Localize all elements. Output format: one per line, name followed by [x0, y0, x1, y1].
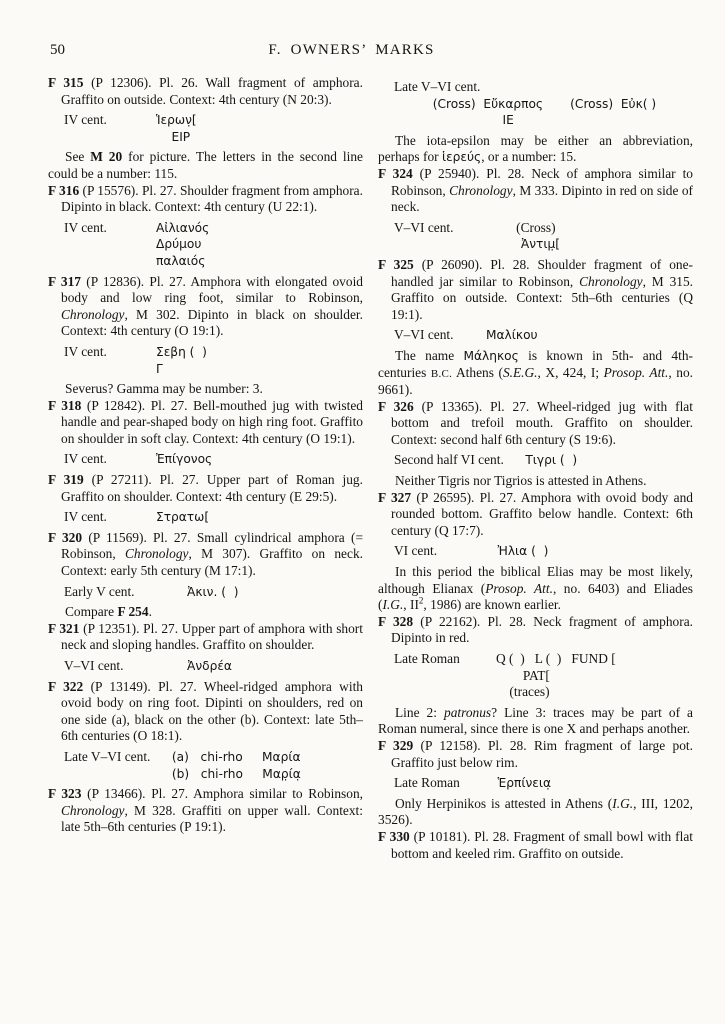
inscription-text — [156, 344, 207, 377]
text-segment: , M 328. Graffiti on upper wall. Context: late 5th–6th centuries (P 19:1). — [61, 802, 363, 835]
inscription-line: Στρατω[ — [156, 510, 210, 525]
text-segment: (P 27211). Pl. 27. Upper part of Roman jug. Graffito on shoulder. Context: 4th century (E 29:5). — [61, 472, 363, 504]
entry-heading — [378, 829, 693, 862]
inscription-line: (b) chi-rho Μαρ̣ία̣ — [156, 766, 301, 781]
column-right — [378, 75, 693, 862]
text-segment: Prosop. Att. — [485, 580, 553, 596]
inscription-line: Ἠλια ( ) — [486, 544, 549, 559]
inscription-line: Ἀντιμ̣[ — [486, 237, 560, 252]
column-left — [48, 75, 363, 862]
inscription — [394, 452, 693, 469]
entry-id: F 325 — [378, 256, 414, 272]
inscription-line: (traces) — [486, 684, 550, 700]
text-segment: , X, 424, I; — [537, 364, 604, 380]
inscription-text — [156, 749, 300, 782]
entry-heading — [48, 786, 363, 836]
inscription-date-label: VI cent. — [394, 543, 438, 559]
inscription — [64, 658, 363, 675]
text-segment: , II — [403, 597, 419, 613]
text-segment: I.G. — [612, 795, 634, 811]
entry-id: F 319 — [48, 472, 84, 488]
entry-id: F 322 — [48, 678, 84, 694]
text-segment: , or a number: 15. — [481, 149, 577, 165]
commentary-note — [48, 149, 363, 182]
commentary-note — [378, 133, 693, 166]
inscription-line: Ἀνδρέα — [156, 659, 232, 673]
commentary-note — [378, 705, 693, 738]
inscription-text — [156, 509, 209, 526]
text-segment: (P 12836). Pl. 27. Amphora with elongated ovoid body and low ring foot, similar to Robinson, — [61, 273, 363, 306]
inscription-line: Μαλίκου — [486, 328, 538, 343]
text-segment: ? Line 3: traces may be part of a Roman numeral, since there is one X and perhaps another. — [378, 704, 693, 737]
inscription — [394, 775, 693, 792]
inscription-line: ΕΙΡ — [156, 129, 191, 144]
commentary-note — [378, 796, 693, 829]
text-segment: (P 25940). Pl. 28. Neck of amphora similar to Robinson, — [391, 165, 693, 198]
text-segment: (P 15576). Pl. 27. Shoulder fragment from amphora. Dipinto in black. Context: 4th century (U 22:1). — [61, 182, 363, 215]
entry-heading — [48, 183, 363, 216]
inscription — [64, 584, 363, 601]
text-segment: (P 12306). Pl. 26. Wall fragment of amphora. Graffito on outside. Context: 4th century (N 20:3). — [61, 75, 363, 107]
inscription — [394, 651, 693, 701]
inscription-date-label: IV cent. — [64, 219, 107, 235]
text-segment: , III, 1202, 3526). — [378, 795, 693, 828]
text-segment: Line 2: — [395, 704, 444, 720]
commentary-note — [48, 604, 363, 621]
inscription-text — [486, 327, 538, 344]
two-column-text — [48, 75, 695, 862]
entry-id: F 318 — [48, 397, 82, 413]
commentary-note — [378, 564, 693, 614]
inscription-text — [156, 451, 212, 468]
text-segment: S.E.G. — [502, 364, 538, 380]
text-segment: (P 12158). Pl. 28. Rim fragment of large pot. Graffito just below rim. — [391, 737, 693, 770]
inscription-text — [486, 543, 548, 560]
entry-id: F 324 — [378, 165, 413, 181]
inscription-continuation — [394, 79, 693, 129]
inscription-line: (Cross) — [486, 219, 556, 235]
text-segment: Only Herpinikos is attested in Athens ( — [395, 795, 613, 811]
inscription-date-label: Second half VI cent. — [394, 452, 504, 468]
inscription-text — [156, 658, 232, 675]
inscription-line: Ἑρπίνεια̣ — [486, 776, 552, 791]
inscription-date-label: V–VI cent. — [394, 219, 454, 235]
text-segment: (P 13149). Pl. 27. Wheel-ridged amphora with ovoid body on ring foot. Dipinti on shoulders, red on one side (a), black on the other (b). Context: late 5th–6th centuries (O 18:1). — [61, 678, 363, 744]
text-segment: is known in 5th- and 4th-centuries — [378, 347, 694, 380]
entry-heading — [48, 530, 363, 580]
entry-id: F 329 — [378, 737, 414, 753]
text-segment: (P 13365). Pl. 27. Wheel-ridged jug with flat bottom and trefoil mouth. Graffito on shoulder. Context: second half 6th century (S 19:6). — [391, 398, 693, 447]
inscription — [64, 112, 363, 145]
inscription — [64, 220, 363, 270]
inscription — [394, 543, 693, 560]
text-segment: The name — [395, 347, 464, 363]
inscription-line: Γ — [156, 361, 163, 376]
text-segment: Μάληκος — [463, 348, 519, 363]
entry-heading — [48, 621, 363, 654]
entry-id: F 317 — [48, 273, 81, 289]
inscription-date-label: IV cent. — [64, 112, 107, 128]
commentary-note — [378, 348, 693, 399]
inscription-text — [486, 220, 560, 253]
text-segment: Chronology — [449, 182, 513, 198]
text-segment: patronus — [444, 704, 492, 720]
inscription-line: Ἱερων̣[ — [156, 113, 197, 128]
inscription-date-label: V–VI cent. — [394, 327, 454, 343]
text-segment: Compare — [65, 604, 118, 620]
text-segment: Neither Tigris nor Tigrios is attested in Athens. — [395, 473, 647, 489]
text-segment: , M 315. Graffito on outside. Context: 5th–6th centuries (Q 19:1). — [391, 273, 693, 322]
text-segment: (P 12351). Pl. 27. Upper part of amphora with short neck and sloping handles. Graffito on shoulder. — [61, 620, 363, 653]
entry-id: F 328 — [378, 613, 414, 629]
inscription-date-label: IV cent. — [64, 343, 107, 359]
inscription — [64, 749, 363, 782]
text-segment: (P 26090). Pl. 28. Shoulder fragment of one-handled jar similar to Robinson, — [391, 256, 693, 289]
entry-id: F 330 — [378, 828, 410, 844]
entry-heading — [48, 679, 363, 745]
text-segment: B.C. — [430, 367, 453, 380]
inscription-line: PAT[ — [486, 667, 550, 683]
entry-heading — [378, 257, 693, 323]
inscription — [394, 327, 693, 344]
inscription-date-label: IV cent. — [64, 451, 107, 467]
text-segment: Chronology — [579, 273, 643, 289]
inscription-line: (Cross) Εὔκαρπος (Cross) Εὐκ( ) — [394, 96, 657, 111]
text-segment: (P 12842). Pl. 27. Bell-mouthed jug with twisted handle and pear-shaped body on high ring foot. Graffito on shoulder in soft clay. Context: 4th century (O 19:1). — [61, 397, 363, 446]
inscription-line: Σεβη ( ) — [156, 344, 207, 359]
inscription-line: Q ( ) L ( ) FUND [ — [486, 651, 616, 666]
text-segment: , M 333. Dipinto in red on side of neck. — [391, 182, 693, 215]
text-segment: 2 — [418, 595, 424, 606]
entry-heading — [48, 274, 363, 340]
text-segment: ἱερεύς — [441, 150, 482, 165]
text-segment: F 254 — [117, 604, 149, 620]
inscription-line: παλαιός — [156, 253, 206, 268]
text-segment: M 20 — [90, 149, 123, 165]
text-segment: Chronology — [61, 802, 125, 818]
inscription-text — [156, 112, 197, 145]
inscription-line: ΙΕ — [394, 113, 514, 128]
text-segment: The iota-epsilon may be either an abbreviation, perhaps for — [378, 132, 693, 165]
inscription-date-label: Late V–VI cent. — [64, 748, 151, 764]
text-segment: Chronology — [124, 546, 189, 562]
page-header-title: F. OWNERS’ MARKS — [268, 42, 435, 58]
inscription — [64, 451, 363, 468]
inscription-line: Ἀκιν. ( ) — [156, 584, 239, 599]
text-segment: , M 307). Graffito on neck. Context: early 5th century (M 17:1). — [61, 546, 363, 579]
text-segment: See — [65, 149, 91, 165]
inscription-date-label: Early V cent. — [64, 583, 135, 599]
text-segment: In this period the biblical Elias may be most likely, although Elianax ( — [378, 564, 693, 596]
inscription-text — [486, 651, 616, 701]
text-segment: I.G. — [382, 597, 404, 613]
inscription-line: (a) chi-rho Μαρία — [156, 749, 301, 764]
inscription-line: Αἰλιανός — [156, 220, 210, 235]
text-segment: (P 10181). Pl. 28. Fragment of small bowl with flat bottom and keeled rim. Graffito on outside. — [391, 828, 693, 861]
text-segment: (P 11569). Pl. 27. Small cylindrical amphora (= Robinson, — [61, 529, 364, 562]
inscription-date-label: V–VI cent. — [64, 658, 124, 673]
entry-heading — [378, 490, 693, 540]
entry-id: F 315 — [48, 75, 84, 90]
inscription-line: Late V–VI cent. — [394, 79, 481, 94]
inscription-line: Ἐπίγονος — [156, 452, 213, 467]
entry-id: F 321 — [48, 620, 80, 636]
inscription-text — [510, 452, 577, 469]
entry-heading — [48, 75, 363, 108]
inscription-text — [486, 775, 551, 792]
text-segment: (P 26595). Pl. 27. Amphora with ovoid body and rounded bottom. Graffito below handle. Context: 6th century (Q 17:7). — [391, 489, 693, 538]
commentary-note — [378, 473, 693, 490]
entry-heading — [378, 614, 693, 647]
entry-heading — [378, 738, 693, 771]
entry-id: F 316 — [48, 182, 80, 198]
inscription — [64, 344, 363, 377]
inscription-date-label: Late Roman — [394, 775, 460, 791]
text-segment: Chronology — [61, 306, 125, 322]
inscription-date-label: Late Roman — [394, 651, 460, 666]
page-number: 50 — [50, 42, 65, 58]
text-segment: . — [148, 604, 152, 620]
inscription-text — [156, 220, 209, 270]
text-segment: (P 13466). Pl. 27. Amphora similar to Robinson, — [87, 786, 363, 802]
commentary-note — [48, 381, 363, 398]
entry-id: F 327 — [378, 489, 412, 505]
text-segment: Athens ( — [452, 364, 503, 380]
text-segment: , no. 9661). — [378, 364, 693, 398]
inscription-text — [156, 584, 238, 601]
inscription-line: Τιγρι ( ) — [509, 453, 578, 468]
inscription-date-label: IV cent. — [64, 509, 107, 525]
inscription-line: Δρύμου — [156, 237, 202, 252]
entry-heading — [48, 398, 363, 448]
entry-id: F 320 — [48, 529, 83, 545]
entry-heading — [48, 472, 363, 505]
text-segment: , no. 6403) and Eliades ( — [378, 580, 693, 613]
inscription — [394, 220, 693, 253]
inscription — [64, 509, 363, 526]
text-segment: Severus? Gamma may be number: 3. — [65, 381, 263, 397]
text-segment: (P 22162). Pl. 28. Neck fragment of amphora. Dipinto in red. — [391, 613, 693, 646]
entry-id: F 323 — [48, 786, 82, 802]
text-segment: , 1986) are known earlier. — [423, 597, 561, 613]
entry-heading — [378, 399, 693, 449]
entry-heading — [378, 166, 693, 216]
text-segment: for picture. The letters in the second line could be a number: 115. — [48, 149, 363, 181]
entry-id: F 326 — [378, 398, 414, 414]
page-header — [48, 42, 695, 62]
text-segment: Prosop. Att. — [603, 364, 669, 380]
text-segment: , M 302. Dipinto in black on shoulder. Context: 4th century (O 19:1). — [61, 306, 363, 339]
